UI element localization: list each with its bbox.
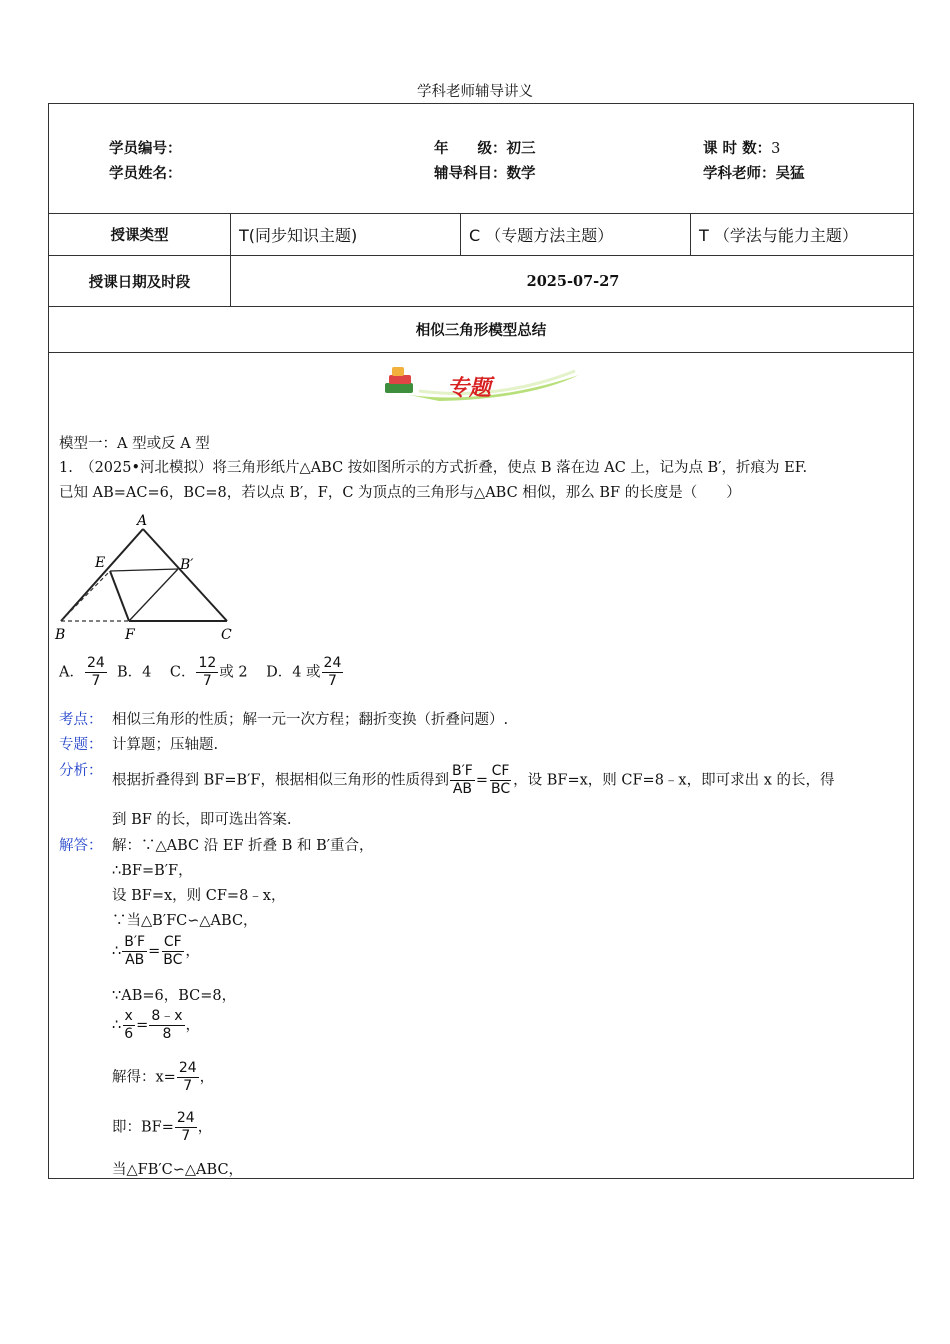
step5-suffix: ， [185,943,200,960]
student-id-label: 学员编号： [109,140,182,157]
step7-fraction-1 [122,1008,135,1043]
step9-fraction [175,1110,197,1145]
step5-prefix: ∴ [112,943,122,960]
date-label: 授课日期及时段 [49,256,231,306]
choice-c-num: 12 [198,655,217,671]
side-ac [143,529,227,621]
step7-eq: = [136,1017,149,1034]
solution-step-8 [112,1060,214,1095]
fenxi-fraction-1 [450,763,475,798]
step7-fraction-2 [149,1008,184,1043]
choice-c-prefix: C． [169,664,196,681]
choice-d-fraction [322,655,344,690]
page-header-title: 学科老师辅导讲义 [417,84,533,100]
label-f: F [125,627,135,643]
lesson-type-method: C （专题方法主题） [461,214,691,255]
solution-step-10: 当△FB′C∽△ABC， [112,1162,244,1178]
choice-a-prefix: A． [59,664,84,681]
kaodian-text: 相似三角形的性质；解一元一次方程；翻折变换（折叠问题）. [112,712,509,728]
step5-eq: = [148,943,161,960]
teacher-value: 吴猛 [775,165,805,182]
lessons-field [703,137,780,158]
content-area [49,353,913,1178]
book-icon-yellow [392,367,404,376]
choice-d-den: 7 [328,673,337,689]
solution-step-5 [112,934,200,969]
choice-c-den: 7 [202,673,212,689]
step8-prefix: 解得：x= [112,1069,176,1086]
grade-label: 年 级： [434,140,507,157]
choice-d-num: 24 [323,655,342,671]
label-a: A [137,513,148,529]
step9-prefix: 即：BF= [112,1119,174,1136]
subject-value: 数学 [506,165,536,182]
question-line-2: 已知 AB=AC=6，BC=8，若以点 B′，F，C 为顶点的三角形与△ABC 相似，那么 BF 的长度是（ ） [59,485,741,501]
step7-suffix: ， [185,1017,201,1034]
step8-n: 24 [178,1060,197,1076]
lesson-type-sync: T(同步知识主题) [231,214,461,255]
topic-banner [379,361,579,409]
solution-step-3: 设 BF=x，则 CF=8﹣x， [112,888,286,904]
segment-be-dashed [61,571,110,621]
step5-d2: BC [163,952,183,968]
model-title: 模型一：A 型或反 A 型 [59,436,210,452]
label-e: E [95,555,106,571]
date-row [49,256,913,307]
book-icon-red [389,375,411,384]
lesson-sheet [48,103,914,1179]
lesson-type-row [49,214,913,256]
step7-prefix: ∴ [112,1017,122,1034]
step9-suffix: ， [197,1119,213,1136]
solution-step-4: ∵当△B′FC∽△ABC， [112,913,258,929]
choice-c-suffix: 或 2 [219,664,248,681]
banner-label: 专题 [447,375,492,401]
zhuanti-label: 专题： [59,737,103,753]
fenxi-frac1-den: AB [452,781,472,797]
step5-fraction-2 [161,934,184,969]
triangle-figure [53,511,243,643]
fenxi-fraction-2 [489,763,512,798]
fenxi-line-1 [112,763,835,798]
step8-suffix: ， [199,1069,215,1086]
subject-field [434,162,536,183]
fenxi-eq: = [475,772,488,789]
teacher-label: 学科老师： [703,165,776,182]
step5-fraction-1 [122,934,147,969]
lesson-type-ability: T （学法与能力主题） [699,226,858,245]
teacher-field [703,162,805,183]
step7-d1: 6 [124,1026,134,1042]
zhuanti-text: 计算题；压轴题. [112,737,219,753]
kaodian-label: 考点： [59,712,103,728]
choice-a-fraction [85,655,107,690]
student-info-row [49,104,913,214]
fenxi-frac2-num: CF [491,763,510,779]
label-c: C [221,627,232,643]
step9-n: 24 [176,1110,195,1126]
step5-n1: B′F [124,934,146,950]
solution-step-2: ∴BF=B′F， [112,863,193,879]
solution-step-6: ∵AB=6，BC=8， [112,988,237,1004]
choice-b: B．4 [117,664,152,681]
topic-title: 相似三角形模型总结 [49,307,913,353]
label-b-prime: B′ [180,557,194,573]
fold-line-ef [110,571,129,621]
choice-c-fraction [196,655,218,690]
question-line-1: 1. （2025•河北模拟）将三角形纸片△ABC 按如图所示的方式折叠，使点 B 落在边 AC 上，记为点 B′，折痕为 EF. [59,460,808,476]
step7-n1: x [124,1008,133,1024]
fenxi-frac2-den: BC [490,781,511,797]
step5-n2: CF [163,934,182,950]
step5-d1: AB [125,952,145,968]
fenxi-text-1: 根据折叠得到 BF=B′F，根据相似三角形的性质得到 [112,772,449,789]
segment-eb-prime [110,569,178,571]
step9-d: 7 [181,1128,191,1144]
segment-fb-prime [129,569,178,621]
label-b: B [55,627,66,643]
step8-d: 7 [183,1078,193,1094]
fenxi-line-2: 到 BF 的长，即可选出答案. [112,812,292,828]
lessons-value: 3 [771,141,781,157]
grade-field [434,137,536,158]
banner-swoosh-highlight [419,371,575,394]
jieda-label: 解答： [59,838,103,854]
subject-label: 辅导科目： [434,165,507,182]
solution-step-1: 解：∵△ABC 沿 EF 折叠 B 和 B′重合， [112,838,374,854]
grade-value: 初三 [506,140,536,157]
choices-row [59,655,344,690]
fenxi-label: 分析： [59,763,103,779]
choice-a-den: 7 [91,673,101,689]
solution-step-7 [112,1008,200,1043]
date-value: 2025-07-27 [526,272,620,290]
side-ab [61,529,143,621]
step8-fraction [177,1060,199,1095]
choice-a-num: 24 [86,655,105,671]
lessons-label: 课 时 数： [703,140,772,157]
choice-d-prefix: D．4 或 [266,664,321,681]
lesson-type-label: 授课类型 [49,214,231,255]
solution-step-9 [112,1110,212,1145]
student-name-label: 学员姓名： [109,165,182,182]
step7-n2: 8﹣x [151,1008,183,1024]
fenxi-frac1-num: B′F [451,763,473,779]
step7-d2: 8 [162,1026,172,1042]
fenxi-text-2: ，设 BF=x，则 CF=8﹣x，即可求出 x 的长，得 [513,772,835,789]
book-icon [385,383,413,393]
